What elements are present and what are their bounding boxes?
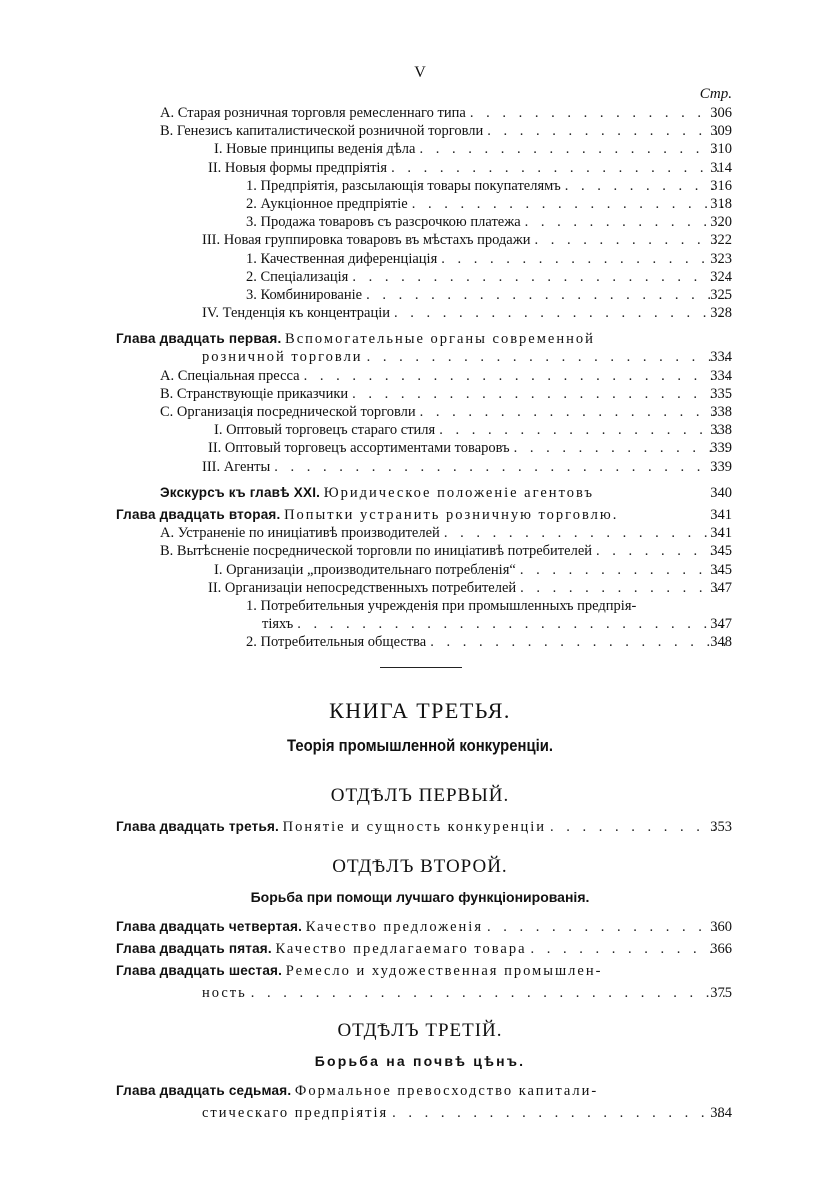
section-subtitle: Борьба на почвѣ цѣнъ. — [314, 1053, 526, 1069]
toc-entry[interactable]: B. Странствующіе приказчики . . . 335 — [0, 385, 840, 403]
chapter-lead: Глава двадцать шестая. — [116, 963, 283, 978]
toc-entry[interactable]: C. Организація посреднической торговли . . . 338 — [0, 403, 840, 421]
toc-entry[interactable]: III. Агенты . . . 339 — [0, 458, 840, 476]
chapter-title: Формальное превосходство капитали- — [294, 1083, 599, 1099]
toc-chapter-heading[interactable]: Глава двадцать четвертая. Качество предложенія . . . 360 — [0, 916, 840, 938]
toc-entry[interactable]: 2. Аукціонное предпріятіе . . . 318 — [0, 195, 840, 213]
toc-chapter-heading[interactable] — [0, 960, 840, 982]
toc-entry[interactable]: A. Устраненіе по иниціативѣ производителей . . . 341 — [0, 524, 840, 542]
toc-entry[interactable]: 1. Предпріятія, разсылающія товары покупателямъ . . . 316 — [0, 177, 840, 195]
toc-excursus[interactable]: Экскурсъ къ главѣ XXI. Юридическое положеніе агентовъ 340 — [160, 484, 732, 501]
toc-entry[interactable]: II. Оптовый торговецъ ассортиментами товаровъ . . . 339 — [0, 439, 840, 457]
toc-entry[interactable]: I. Организаціи „производительнаго потребленія“ . . . 345 — [0, 561, 840, 579]
section-title: ОТДѢЛЪ ПЕРВЫЙ. — [330, 785, 510, 806]
chapter-lead: Глава двадцать вторая. — [116, 506, 281, 522]
toc-chapter-heading[interactable]: Глава двадцать вторая. Попытки устранить розничную торговлю. 341 — [116, 506, 732, 523]
chapter-title: Качество предлагаемаго товара — [275, 941, 527, 957]
excursus-title: Юридическое положеніе агентовъ — [323, 484, 594, 501]
excursus-lead: Экскурсъ къ главѣ XXI. — [160, 484, 321, 500]
chapter-lead: Глава двадцать седьмая. — [116, 1083, 292, 1098]
section-title: ОТДѢЛЪ ВТОРОЙ. — [332, 856, 508, 877]
toc-block-section2 — [0, 916, 840, 1004]
chapter-lead: Глава двадцать пятая. — [116, 941, 272, 956]
chapter-title: Качество предложенія — [305, 919, 483, 935]
toc-entry[interactable]: B. Генезисъ капиталистической розничной торговли . . . 309 — [0, 122, 840, 140]
toc-entry[interactable]: I. Оптовый торговецъ стараго стиля . . . 338 — [0, 421, 840, 439]
chapter-title: Понятіе и сущность конкуренціи — [282, 819, 547, 835]
chapter-title: Вспомогательные органы современной — [285, 331, 595, 348]
toc-entry[interactable]: I. Новые принципы веденія дѣла . . . 310 — [0, 140, 840, 158]
toc-entry[interactable]: 1. Потребительныя учрежденія при промышленныхъ предпрія- — [246, 597, 637, 614]
toc-entry[interactable]: B. Вытѣсненіе посреднической торговли по иниціативѣ потребителей . . . 345 — [0, 542, 840, 560]
page-number: V — [414, 64, 426, 81]
chapter-title: Попытки устранить розничную торговлю. — [284, 506, 619, 523]
toc-entry[interactable]: II. Организаціи непосредственныхъ потребителей . . . 347 — [0, 579, 840, 597]
toc-entry[interactable]: розничной торговли . . . 334 — [0, 348, 840, 366]
chapter-lead: Глава двадцать третья. — [116, 819, 279, 834]
chapter-lead: Глава двадцать первая. — [116, 331, 282, 347]
toc-entry[interactable]: ность . . . 375 — [0, 982, 840, 1004]
toc-chapter-heading[interactable] — [0, 330, 840, 348]
book-subtitle: Теорія промышленной конкуренціи. — [287, 737, 553, 755]
page-column-header: Стр. — [699, 86, 732, 102]
toc-block-section3 — [0, 1080, 840, 1124]
toc-entry[interactable]: A. Спеціальная пресса . . . 334 — [0, 367, 840, 385]
section-subtitle: Борьба при помощи лучшаго функціонированія. — [250, 889, 590, 905]
toc-chapter-heading[interactable]: Глава двадцать пятая. Качество предлагаемаго товара . . . 366 — [0, 938, 840, 960]
toc-entry[interactable]: II. Новыя формы предпріятія . . . 314 — [0, 159, 840, 177]
section-title: ОТДѢЛЪ ТРЕТІЙ. — [337, 1020, 503, 1041]
chapter-lead: Глава двадцать четвертая. — [116, 919, 303, 934]
toc-entry[interactable]: 2. Потребительныя общества . . . 348 — [0, 633, 840, 651]
toc-entry[interactable]: IV. Тенденція къ концентраціи . . . 328 — [0, 304, 840, 322]
section-divider — [380, 667, 462, 668]
toc-entry[interactable]: III. Новая группировка товаровъ въ мѣстахъ продажи . . . 322 — [0, 231, 840, 249]
toc-chapter-heading[interactable]: Глава двадцать третья. Понятіе и сущность конкуренціи . . . 353 — [0, 818, 840, 836]
toc-entry[interactable]: 3. Продажа товаровъ съ разсрочкою платежа . . . 320 — [0, 213, 840, 231]
toc-entry[interactable]: 2. Спеціализація . . . 324 — [0, 268, 840, 286]
toc-block-chapter20 — [0, 104, 840, 651]
book-title: КНИГА ТРЕТЬЯ. — [329, 698, 511, 723]
toc-chapter-heading[interactable] — [0, 1080, 840, 1102]
chapter-title: Ремесло и художественная промышлен- — [285, 963, 603, 979]
toc-entry[interactable]: 1. Качественная диференціація . . . 323 — [0, 250, 840, 268]
toc-entry[interactable]: тіяхъ . . . 347 — [0, 615, 840, 633]
toc-entry[interactable]: стическаго предпріятія . . . 384 — [0, 1102, 840, 1124]
toc-block-section1 — [0, 818, 840, 836]
toc-entry[interactable]: A. Старая розничная торговля ремесленнаго типа . . . 306 — [0, 104, 840, 122]
toc-entry[interactable]: 3. Комбинированіе . . . 325 — [0, 286, 840, 304]
